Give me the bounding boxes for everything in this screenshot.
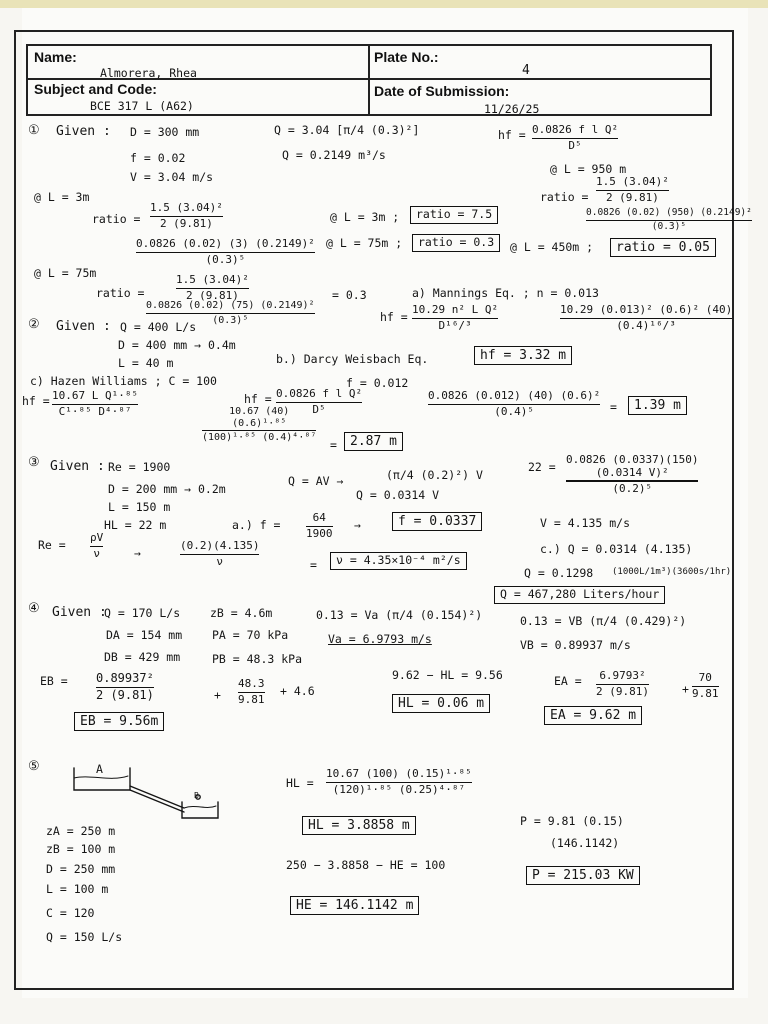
p1-hf-fraction	[532, 124, 618, 153]
p2-b-num2: 0.0826 (0.012) (40) (0.6)²	[428, 389, 601, 402]
p4-hl1: 9.62 − HL = 9.56	[392, 668, 503, 682]
p1-at950: @ L = 950 m	[550, 162, 627, 176]
p2-a-den: (0.4)¹⁶/³	[616, 318, 676, 332]
p4-eb-label: EB =	[40, 674, 68, 688]
p4-box-HL: HL = 0.06 m	[392, 694, 490, 713]
p5-tank-A: A	[96, 762, 103, 776]
p4-eb-frac2	[238, 678, 265, 707]
p1-ratio-950-sub	[586, 208, 752, 233]
p3-Qv: Q = 0.0314 V	[356, 488, 440, 502]
p4-PB: PB = 48.3 kPa	[212, 652, 303, 666]
p2-b-den: D⁵	[312, 402, 326, 416]
p3-re-eq: =	[310, 558, 317, 572]
p4-ea-frac1	[596, 670, 649, 699]
p1-at75: @ L = 75m	[34, 266, 97, 280]
p1-r950-num2: 0.0826 (0.02) (950) (0.2149)²	[586, 207, 752, 218]
p2-given: Given :	[56, 319, 111, 334]
p1-r3-num: 1.5 (3.04)²	[150, 201, 223, 214]
p2-hf-label: hf =	[380, 310, 408, 324]
p3-box-nu: ν = 4.35×10⁻⁴ m²/s	[330, 552, 467, 570]
p3-a-arrow: →	[354, 518, 361, 532]
p2-Q: Q = 400 L/s	[120, 320, 197, 334]
p3-re-den2: ν	[216, 554, 224, 568]
p4-eb-plus2: + 4.6	[280, 684, 315, 698]
p3-h22-fraction	[566, 454, 698, 495]
p3-c2-units: (1000L/1m³)(3600s/1hr)	[612, 567, 732, 577]
p2-number: ②	[28, 317, 40, 332]
p1-ratio-label-75: ratio =	[96, 286, 145, 300]
p3-f-fraction	[306, 512, 333, 541]
p3-c2: Q = 0.1298	[524, 566, 594, 580]
p4-eb-frac1	[96, 672, 154, 703]
p4-ea-frac2	[692, 672, 719, 701]
p1-box-ratio-75: ratio = 0.3	[412, 234, 500, 252]
p1-s3: @ L = 3m ;	[330, 210, 400, 224]
p4-ea-num: 6.9793²	[599, 669, 646, 682]
p4-ea-label: EA =	[554, 674, 582, 688]
p1-hf-label: hf =	[498, 128, 526, 142]
p1-ratio-3-fraction	[150, 202, 223, 231]
plate-value: 4	[522, 63, 530, 78]
p1-ratio-label-950: ratio =	[540, 190, 589, 204]
p2-c-eq: =	[330, 438, 337, 452]
p5-box-HL: HL = 3.8858 m	[302, 816, 416, 835]
p4-eb-num: 0.89937²	[96, 671, 154, 685]
p3-h22-den: (0.2)⁵	[612, 481, 653, 495]
p1-r3-den: 2 (9.81)	[159, 216, 213, 230]
p2-darcy-sub	[428, 390, 600, 419]
p4-box-EA: EA = 9.62 m	[544, 706, 642, 725]
p5-p2: (146.1142)	[550, 836, 620, 850]
tape-strip	[0, 0, 768, 8]
p1-r75-den: 2 (9.81)	[185, 288, 239, 302]
p2-hf-num: 10.29 n² L Q²	[412, 303, 499, 316]
plate-label: Plate No.:	[374, 49, 439, 65]
p3-h22-label: 22 =	[528, 460, 556, 474]
p1-ratio-75-fraction	[176, 274, 249, 303]
p1-r3-num2: 0.0826 (0.02) (3) (0.2149)²	[136, 237, 315, 250]
p2-c-title: c) Hazen Williams ; C = 100	[30, 374, 217, 388]
p2-box-manning: hf = 3.32 m	[474, 346, 572, 365]
p3-re-den: ν	[93, 546, 100, 560]
p2-b-eq: =	[610, 400, 617, 414]
p5-box-P: P = 215.03 KW	[526, 866, 640, 885]
p1-hf-num: 0.0826 f l Q²	[532, 123, 619, 136]
p3-c1: c.) Q = 0.0314 (4.135)	[540, 542, 693, 556]
p4-ea-den2: 9.81	[692, 686, 719, 700]
p3-HL: HL = 22 m	[104, 518, 167, 532]
p3-a-den: 1900	[306, 526, 333, 540]
p3-h22-num: 0.0826 (0.0337)(150)	[566, 453, 699, 466]
p4-ea-plus: +	[682, 682, 689, 696]
p4-va1: 0.13 = Va (π/4 (0.154)²)	[316, 608, 483, 622]
p1-box-ratio-450: ratio = 0.05	[610, 238, 716, 257]
p2-b-title: b.) Darcy Weisbach Eq.	[276, 352, 429, 366]
p3-h22-num2: (0.0314 V)²	[595, 465, 669, 479]
date-value: 11/26/25	[484, 102, 540, 116]
p3-L: L = 150 m	[108, 500, 171, 514]
p1-ratio-3-sub	[136, 238, 315, 267]
p5-box-HE: HE = 146.1142 m	[290, 896, 419, 915]
p4-vb2: VB = 0.89937 m/s	[520, 638, 631, 652]
p4-vb1: 0.13 = VB (π/4 (0.429)²)	[520, 614, 687, 628]
p4-box-EB: EB = 9.56m	[74, 712, 164, 731]
p3-a-label: a.) f =	[232, 518, 281, 532]
p2-box-darcy: 1.39 m	[628, 396, 687, 415]
p3-a-num: 64	[312, 511, 326, 524]
p5-D: D = 250 mm	[46, 862, 116, 876]
p1-box-ratio-3: ratio = 7.5	[410, 206, 498, 224]
p1-Q1: Q = 3.04 [π/4 (0.3)²]	[274, 123, 420, 137]
p1-number: ①	[28, 123, 40, 138]
date-label: Date of Submission:	[374, 83, 510, 99]
p3-QAV2: (π/4 (0.2)²) V	[386, 468, 483, 482]
p4-given: Given :	[52, 605, 107, 620]
p4-ea-num2: 70	[698, 671, 712, 684]
p2-c-num3: (0.6)¹·⁸⁵	[232, 417, 287, 429]
p4-eb-num2: 48.3	[238, 677, 265, 690]
p1-at3: @ L = 3m	[34, 190, 90, 204]
p1-r950-den: 2 (9.81)	[605, 190, 659, 204]
p4-DA: DA = 154 mm	[106, 628, 183, 642]
p2-b-den2: (0.4)⁵	[494, 404, 534, 418]
p3-given: Given :	[50, 459, 105, 474]
p3-re-num: ρV	[90, 531, 104, 544]
p5-hl-label: HL =	[286, 776, 314, 790]
p1-r3-den2: (0.3)⁵	[205, 252, 246, 266]
p2-b-hf-label: hf =	[244, 392, 272, 406]
p3-D: D = 200 mm → 0.2m	[108, 482, 226, 496]
p5-number: ⑤	[28, 759, 40, 774]
p1-r950-num: 1.5 (3.04)²	[596, 175, 669, 188]
name-label: Name:	[34, 49, 77, 65]
p1-Q2: Q = 0.2149 m³/s	[282, 148, 386, 162]
p2-hazen-fraction	[52, 390, 138, 419]
p4-number: ④	[28, 601, 40, 616]
header-divider-vertical	[368, 46, 370, 114]
p2-a-num: 10.29 (0.013)² (0.6)² (40)	[560, 303, 733, 316]
p2-c-den: C¹·⁸⁵ D⁴·⁸⁷	[58, 404, 132, 418]
p3-re-arrow: →	[134, 546, 141, 560]
p5-L: L = 100 m	[46, 882, 109, 896]
p3-re-num2: (0.2)(4.135)	[180, 539, 260, 552]
p1-f: f = 0.02	[130, 151, 186, 165]
p3-box-f: f = 0.0337	[392, 512, 482, 531]
p2-b-f: f = 0.012	[346, 376, 409, 390]
p1-hf-den: D⁵	[568, 138, 582, 152]
p3-QAV: Q = AV →	[288, 474, 344, 488]
p1-s450: @ L = 450m ;	[510, 240, 594, 254]
p3-re-label: Re =	[38, 538, 66, 552]
p1-ratio-label-3: ratio =	[92, 212, 141, 226]
p4-DB: DB = 429 mm	[104, 650, 181, 664]
p5-C: C = 120	[46, 906, 95, 920]
p5-hl-fraction	[326, 768, 472, 797]
p5-he1: 250 − 3.8858 − HE = 100	[286, 858, 446, 872]
p2-hf-den: D¹⁶/³	[438, 318, 472, 332]
p5-zB: zB = 100 m	[46, 842, 116, 856]
p5-p1: P = 9.81 (0.15)	[520, 814, 624, 828]
p3-number: ③	[28, 455, 40, 470]
p4-eb-den: 2 (9.81)	[96, 688, 154, 703]
p1-r950-den2: (0.3)⁵	[651, 221, 687, 233]
p2-c-num: 10.67 L Q¹·⁸⁵	[52, 389, 139, 402]
p5-Q: Q = 150 L/s	[46, 930, 123, 944]
p4-eb-den2: 9.81	[238, 692, 265, 706]
subject-label: Subject and Code:	[34, 81, 157, 97]
p4-eb-plus: +	[214, 688, 221, 702]
p5-tank-B: B	[194, 791, 199, 800]
p2-D: D = 400 mm → 0.4m	[118, 338, 236, 352]
p5-zA: zA = 250 m	[46, 824, 116, 838]
p1-V: V = 3.04 m/s	[130, 170, 214, 184]
p1-ratio-950-fraction	[596, 176, 669, 205]
p4-ea-den: 2 (9.81)	[596, 684, 649, 698]
p3-box-Q: Q = 467,280 Liters/hour	[494, 586, 665, 604]
p1-r75-num2: 0.0826 (0.02) (75) (0.2149)²	[146, 300, 315, 311]
p2-manning-sub	[560, 304, 732, 333]
p4-Q: Q = 170 L/s	[104, 606, 181, 620]
p1-given: Given :	[56, 124, 111, 139]
p1-r75-num: 1.5 (3.04)²	[176, 273, 249, 286]
p2-box-hazen: 2.87 m	[344, 432, 403, 451]
p2-a-title: a) Mannings Eq. ; n = 0.013	[412, 286, 599, 300]
p3-Re: Re = 1900	[108, 460, 171, 474]
p4-va2: Va = 6.9793 m/s	[328, 632, 432, 646]
p2-b-num: 0.0826 f l Q²	[276, 387, 363, 400]
p1-r75-den2: (0.3)⁵	[212, 314, 249, 326]
name-value: Almorera, Rhea	[100, 66, 197, 80]
p4-PA: PA = 70 kPa	[212, 628, 289, 642]
p1-s75: @ L = 75m ;	[326, 236, 403, 250]
p1-D: D = 300 mm	[130, 125, 200, 139]
p2-c-hf-label: hf =	[22, 394, 50, 408]
p2-c-num2: 10.67 (40)	[229, 406, 290, 417]
p4-zB: zB = 4.6m	[210, 606, 273, 620]
p3-V: V = 4.135 m/s	[540, 516, 631, 530]
p5-hl-num: 10.67 (100) (0.15)¹·⁸⁵	[326, 767, 472, 780]
p2-manning-fraction	[412, 304, 498, 333]
p5-hl-den: (120)¹·⁸⁵ (0.25)⁴·⁸⁷	[332, 782, 466, 796]
p2-hazen-sub	[202, 406, 316, 444]
p2-L: L = 40 m	[118, 356, 174, 370]
p1-r75-result: = 0.3	[332, 288, 367, 302]
p3-re-sub	[180, 540, 259, 569]
subject-value: BCE 317 L (A62)	[90, 99, 194, 113]
p3-re-fraction	[90, 532, 103, 561]
p2-c-den2: (100)¹·⁸⁵ (0.4)⁴·⁸⁷	[202, 432, 317, 444]
